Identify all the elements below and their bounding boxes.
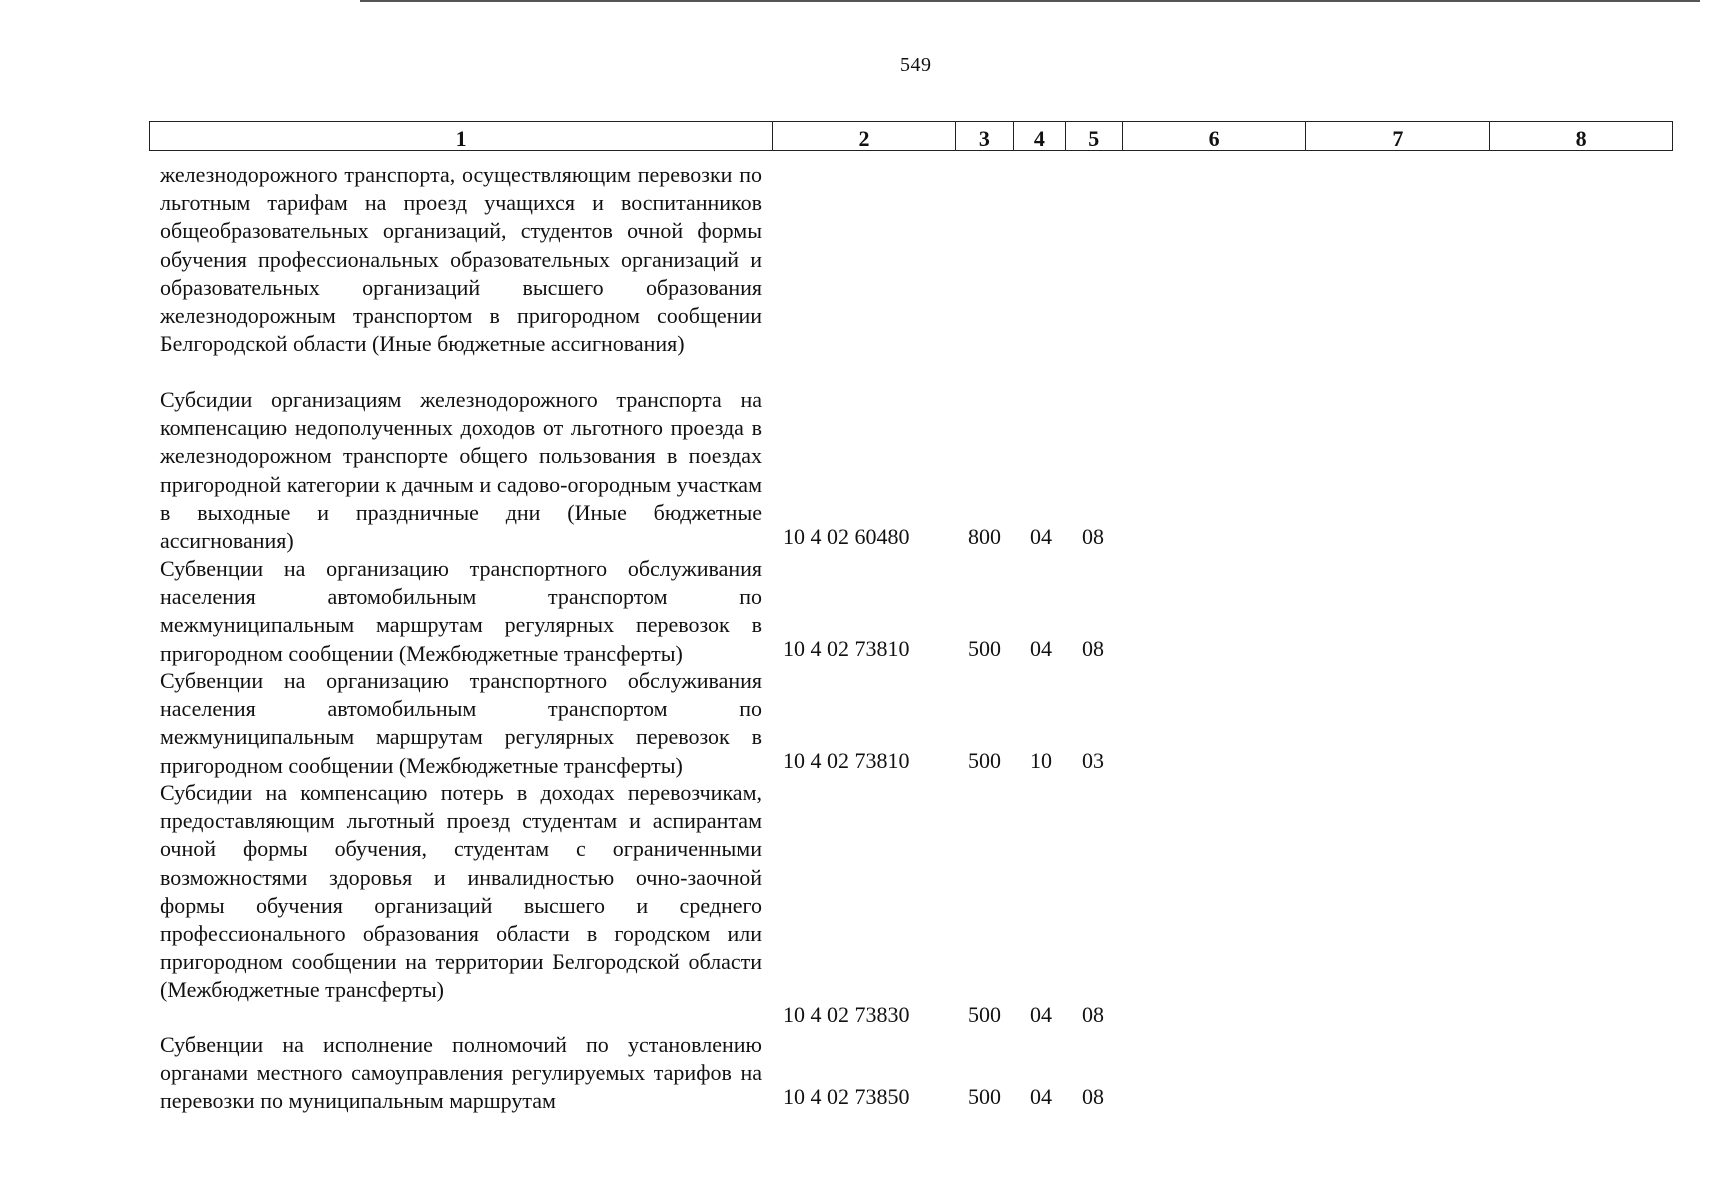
row-subsection: 03 bbox=[1082, 748, 1104, 773]
row-section: 04 bbox=[1030, 1002, 1052, 1027]
row-section: 04 bbox=[1030, 636, 1052, 661]
column-header-6: 6 bbox=[1123, 122, 1307, 150]
column-header-2: 2 bbox=[773, 122, 956, 150]
row-code: 10 4 02 73810 bbox=[783, 748, 910, 773]
row-description: Субвенции на исполнение полномочий по установлению органами местного самоуправления регулируемых тарифов на перевозки по муниципальным маршрутам bbox=[160, 1032, 762, 1114]
column-header-1: 1 bbox=[150, 122, 773, 150]
row-expense-type: 800 bbox=[968, 524, 1001, 549]
page-number: 549 bbox=[900, 54, 932, 76]
row-expense-type: 500 bbox=[968, 636, 1001, 661]
row-section: 04 bbox=[1030, 524, 1052, 549]
column-header-3: 3 bbox=[956, 122, 1014, 150]
row-expense-type: 500 bbox=[968, 1084, 1001, 1109]
row-code: 10 4 02 73830 bbox=[783, 1002, 910, 1027]
row-subsection: 08 bbox=[1082, 1084, 1104, 1109]
row-description: Субвенции на организацию транспортного обслуживания населения автомобильным транспортом по межмуниципальным маршрутам регулярных перевозок в пригородном сообщении (Межбюджетные трансферты) bbox=[160, 668, 762, 778]
row-code: 10 4 02 73810 bbox=[783, 636, 910, 661]
row-subsection: 08 bbox=[1082, 524, 1104, 549]
row-code: 10 4 02 73850 bbox=[783, 1084, 910, 1109]
column-header-8: 8 bbox=[1575, 126, 1587, 151]
table-header bbox=[149, 121, 1673, 151]
top-rule bbox=[360, 0, 1700, 2]
row-subsection: 08 bbox=[1082, 636, 1104, 661]
row-expense-type: 500 bbox=[968, 748, 1001, 773]
column-header-5: 5 bbox=[1066, 122, 1123, 150]
row-section: 10 bbox=[1030, 748, 1052, 773]
row-expense-type: 500 bbox=[968, 1002, 1001, 1027]
column-header-7: 7 bbox=[1306, 122, 1490, 150]
row-description: Субвенции на организацию транспортного обслуживания населения автомобильным транспортом по межмуниципальным маршрутам регулярных перевозок в пригородном сообщении (Межбюджетные трансферты) bbox=[160, 556, 762, 666]
row-section: 04 bbox=[1030, 1084, 1052, 1109]
row-subsection: 08 bbox=[1082, 1002, 1104, 1027]
column-header-4: 4 bbox=[1014, 122, 1066, 150]
row-description: железнодорожного транспорта, осуществляющим перевозки по льготным тарифам на проезд учащихся и воспитанников общеобразовательных организаций, студентов очной формы обучения профессиональных образовательных организаций и образовательных организаций высшего образования железнодорожным транспортом в пригородном сообщении Белгородской области (Иные бюджетные ассигнования) bbox=[160, 162, 762, 357]
row-description: Субсидии на компенсацию потерь в доходах перевозчикам, предоставляющим льготный проезд студентам и аспирантам очной формы обучения, студентам с ограниченными возможностями здоровья и инвалидностью очно-заочной формы обучения организаций высшего и среднего профессионального образования области в городском или пригородном сообщении на территории Белгородской области (Межбюджетные трансферты) bbox=[160, 780, 762, 1003]
row-description: Субсидии организациям железнодорожного транспорта на компенсацию недополученных доходов от льготного проезда в железнодорожном транспорте общего пользования в поездах пригородной категории к дачным и садово-огородным участкам в выходные и праздничные дни (Иные бюджетные ассигнования) bbox=[160, 387, 762, 554]
row-code: 10 4 02 60480 bbox=[783, 524, 910, 549]
